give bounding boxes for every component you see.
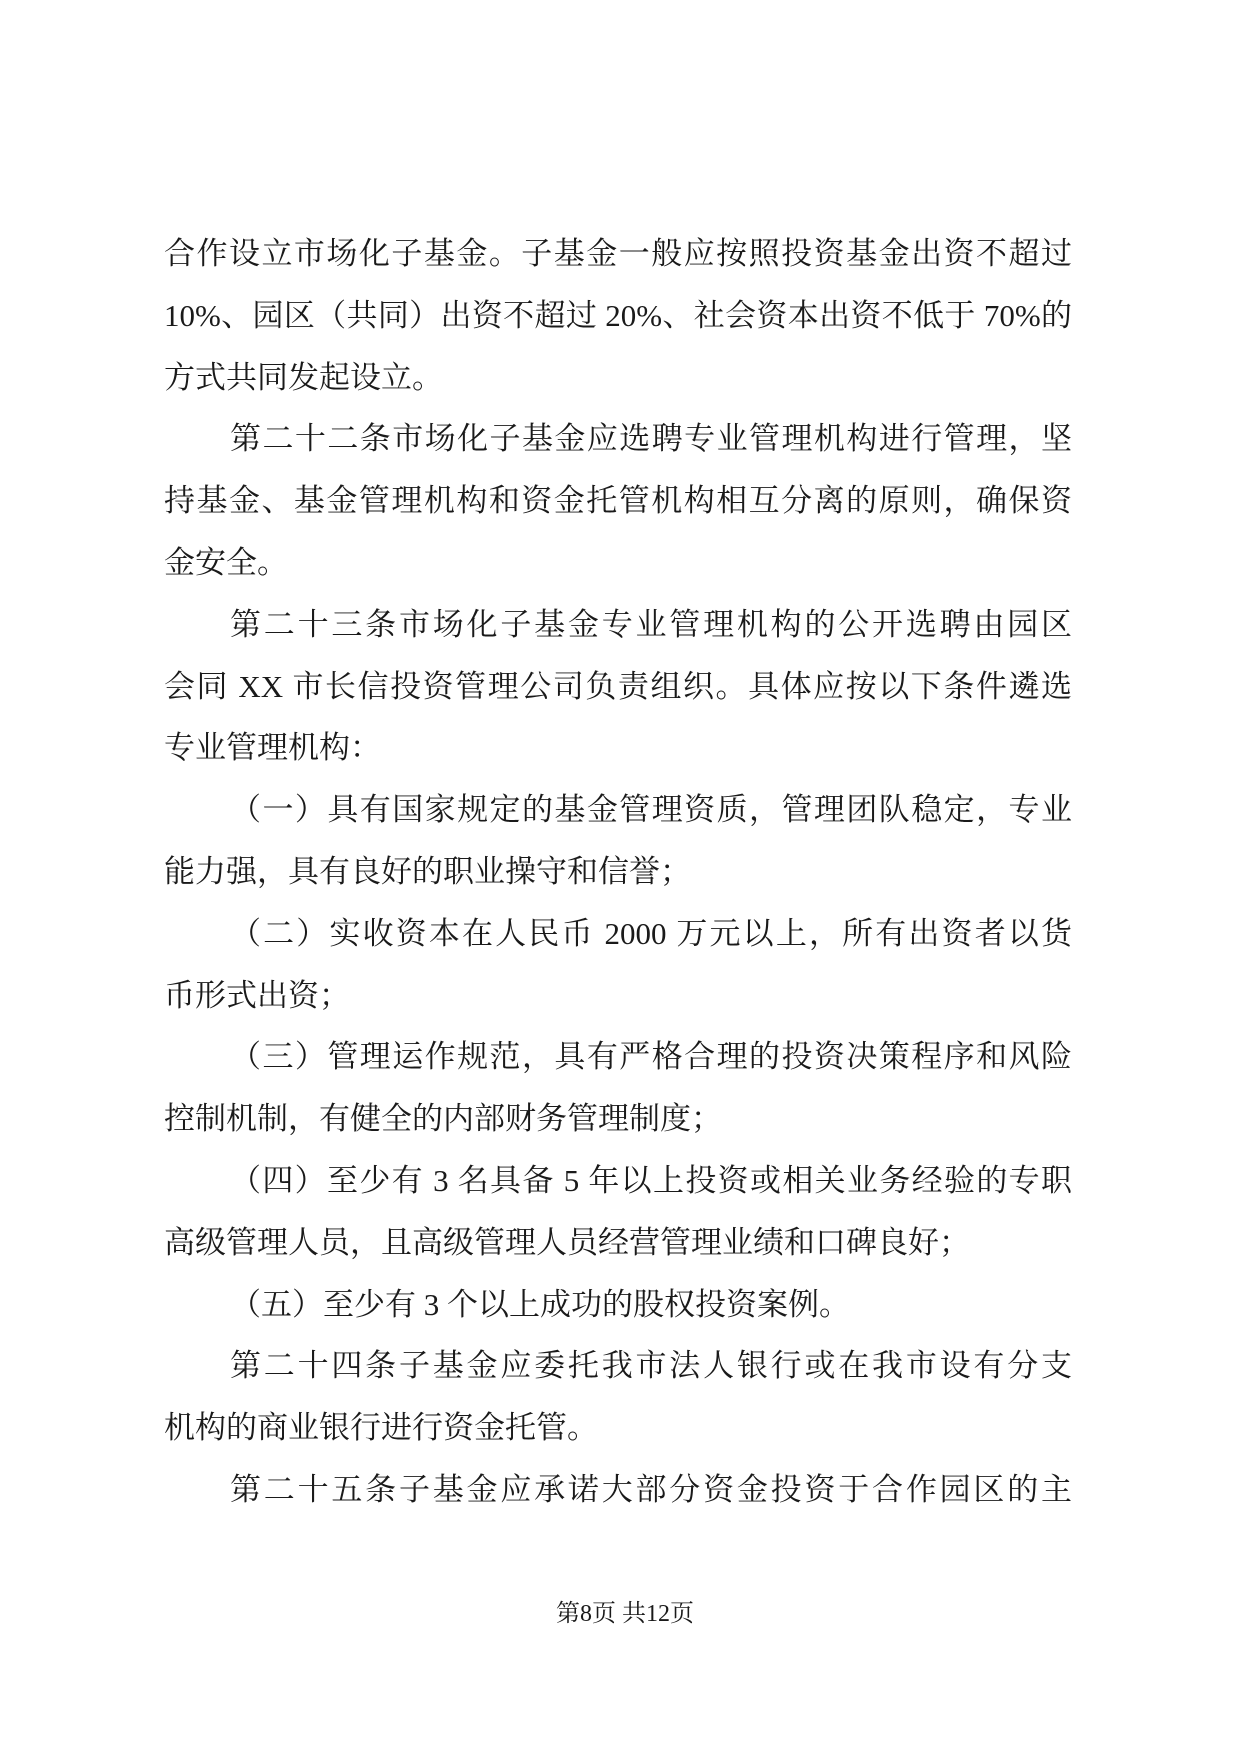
text-line: 机构的商业银行进行资金托管。 [164, 1410, 598, 1446]
paragraph-condition-4 [164, 1150, 1072, 1274]
text-line: 会同 XX 市长信投资管理公司负责组织。具体应按以下条件遴选 [164, 668, 1072, 704]
text-line: 合作设立市场化子基金。子基金一般应按照投资基金出资不超过 [164, 236, 1072, 271]
text-line: 第二十二条市场化子基金应选聘专业管理机构进行管理，坚 [230, 421, 1072, 457]
page-number-footer: 第8页 共12页 [556, 1601, 694, 1627]
text-line: 专业管理机构： [164, 730, 381, 766]
paragraph-condition-2 [164, 903, 1072, 1027]
text-line: 第二十五条子基金应承诺大部分资金投资于合作园区的主 [230, 1471, 1072, 1507]
text-line: 方式共同发起设立。 [164, 359, 443, 395]
paragraph-article-23 [164, 594, 1072, 779]
text-line: 持基金、基金管理机构和资金托管机构相互分离的原则，确保资 [164, 483, 1072, 519]
paragraph-article-22 [164, 408, 1072, 593]
text-line: （三）管理运作规范，具有严格合理的投资决策程序和风险 [230, 1039, 1072, 1075]
document-body [164, 223, 1072, 1521]
text-line: 第二十四条子基金应委托我市法人银行或在我市设有分支 [230, 1348, 1072, 1384]
paragraph-condition-1 [164, 779, 1072, 903]
text-line: 币形式出资； [164, 977, 350, 1013]
text-line: 第二十三条市场化子基金专业管理机构的公开选聘由园区 [230, 606, 1072, 642]
paragraph-article-24 [164, 1335, 1072, 1459]
paragraph-sub-fund-ratio [164, 223, 1072, 408]
text-line: 能力强，具有良好的职业操守和信誉； [164, 853, 691, 889]
text-line: （一）具有国家规定的基金管理资质，管理团队稳定，专业 [230, 792, 1072, 828]
paragraph-condition-3 [164, 1026, 1072, 1150]
paragraph-condition-5 [164, 1274, 1072, 1336]
text-line: （二）实收资本在人民币 2000 万元以上，所有出资者以货 [230, 915, 1072, 951]
text-line: 10%、园区（共同）出资不超过 20%、社会资本出资不低于 70%的 [164, 297, 1072, 333]
text-line: 高级管理人员，且高级管理人员经营管理业绩和口碑良好； [164, 1224, 970, 1260]
text-line: 控制机制，有健全的内部财务管理制度； [164, 1101, 722, 1137]
text-line: （五）至少有 3 个以上成功的股权投资案例。 [230, 1286, 850, 1322]
text-line: （四）至少有 3 名具备 5 年以上投资或相关业务经验的专职 [230, 1162, 1072, 1198]
text-line: 金安全。 [164, 544, 288, 580]
paragraph-article-25 [164, 1459, 1072, 1521]
